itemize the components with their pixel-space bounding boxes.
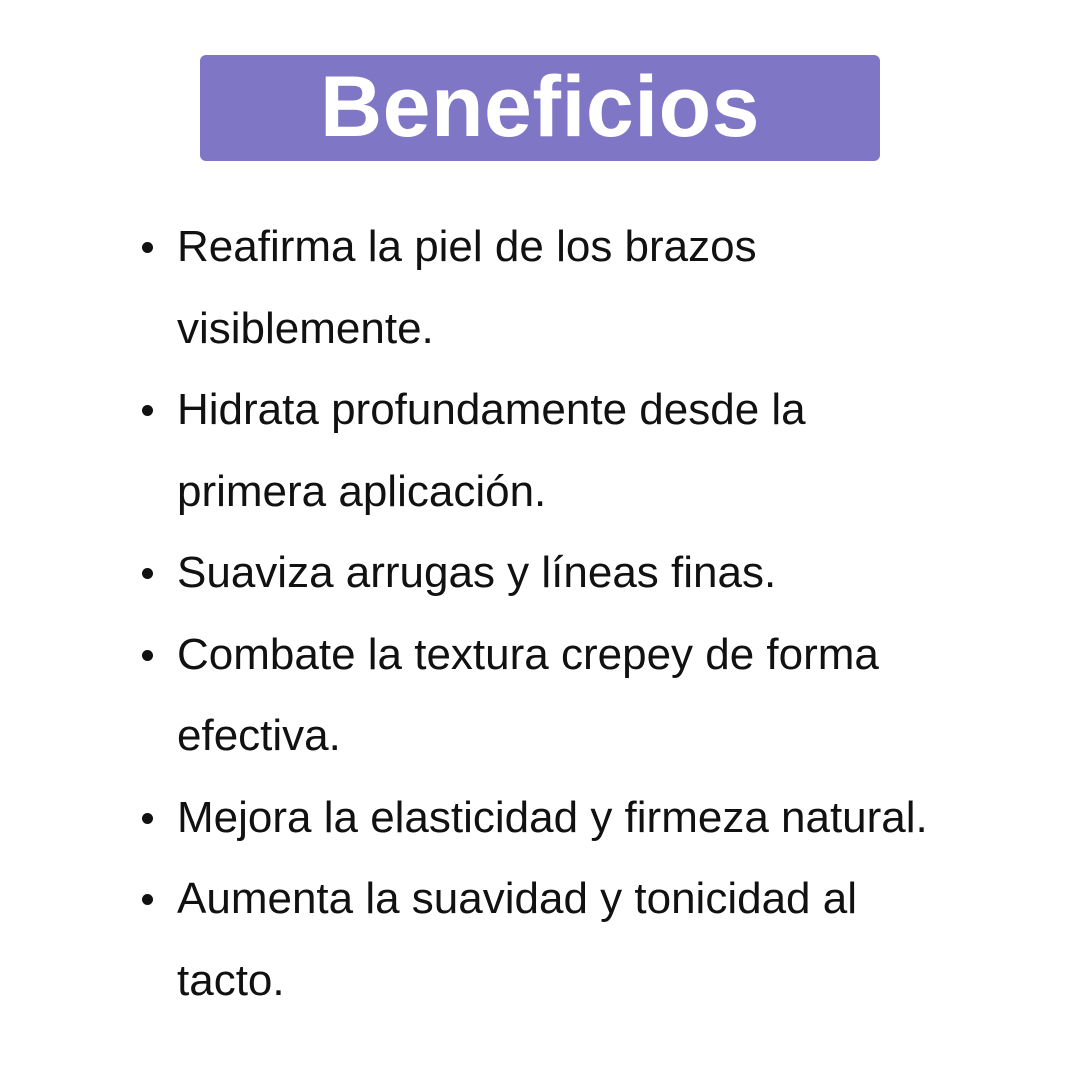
- bullet-icon: [142, 405, 153, 416]
- benefit-item: [177, 206, 1057, 369]
- page-title: Beneficios: [320, 59, 760, 155]
- benefit-text-line: Mejora la elasticidad y firmeza natural.: [177, 792, 928, 842]
- benefit-text-line: primera aplicación.: [177, 466, 547, 516]
- bullet-icon: [142, 894, 153, 905]
- benefit-text-line: efectiva.: [177, 711, 341, 760]
- benefit-text-line: Suaviza arrugas y líneas finas.: [177, 548, 777, 597]
- benefit-text-line: Combate la textura crepey de forma: [177, 629, 879, 679]
- bullet-icon: [142, 650, 153, 661]
- bullet-icon: [142, 568, 153, 579]
- bullet-icon: [142, 813, 153, 824]
- bullet-icon: [142, 242, 153, 253]
- title-banner: [200, 55, 880, 161]
- benefit-text-line: tacto.: [177, 955, 285, 1005]
- benefit-text-line: Hidrata profundamente desde la: [177, 385, 806, 434]
- benefit-text-line: Reafirma la piel de los brazos: [177, 222, 757, 271]
- benefit-item: [177, 858, 1057, 1021]
- benefit-item: [177, 532, 1057, 614]
- benefit-item: [177, 369, 1057, 532]
- benefit-item: [177, 614, 1057, 777]
- benefit-item: [177, 777, 1057, 859]
- benefit-text-line: Aumenta la suavidad y tonicidad al: [177, 874, 857, 923]
- benefits-list: [177, 206, 1057, 1021]
- benefit-text-line: visiblemente.: [177, 303, 434, 353]
